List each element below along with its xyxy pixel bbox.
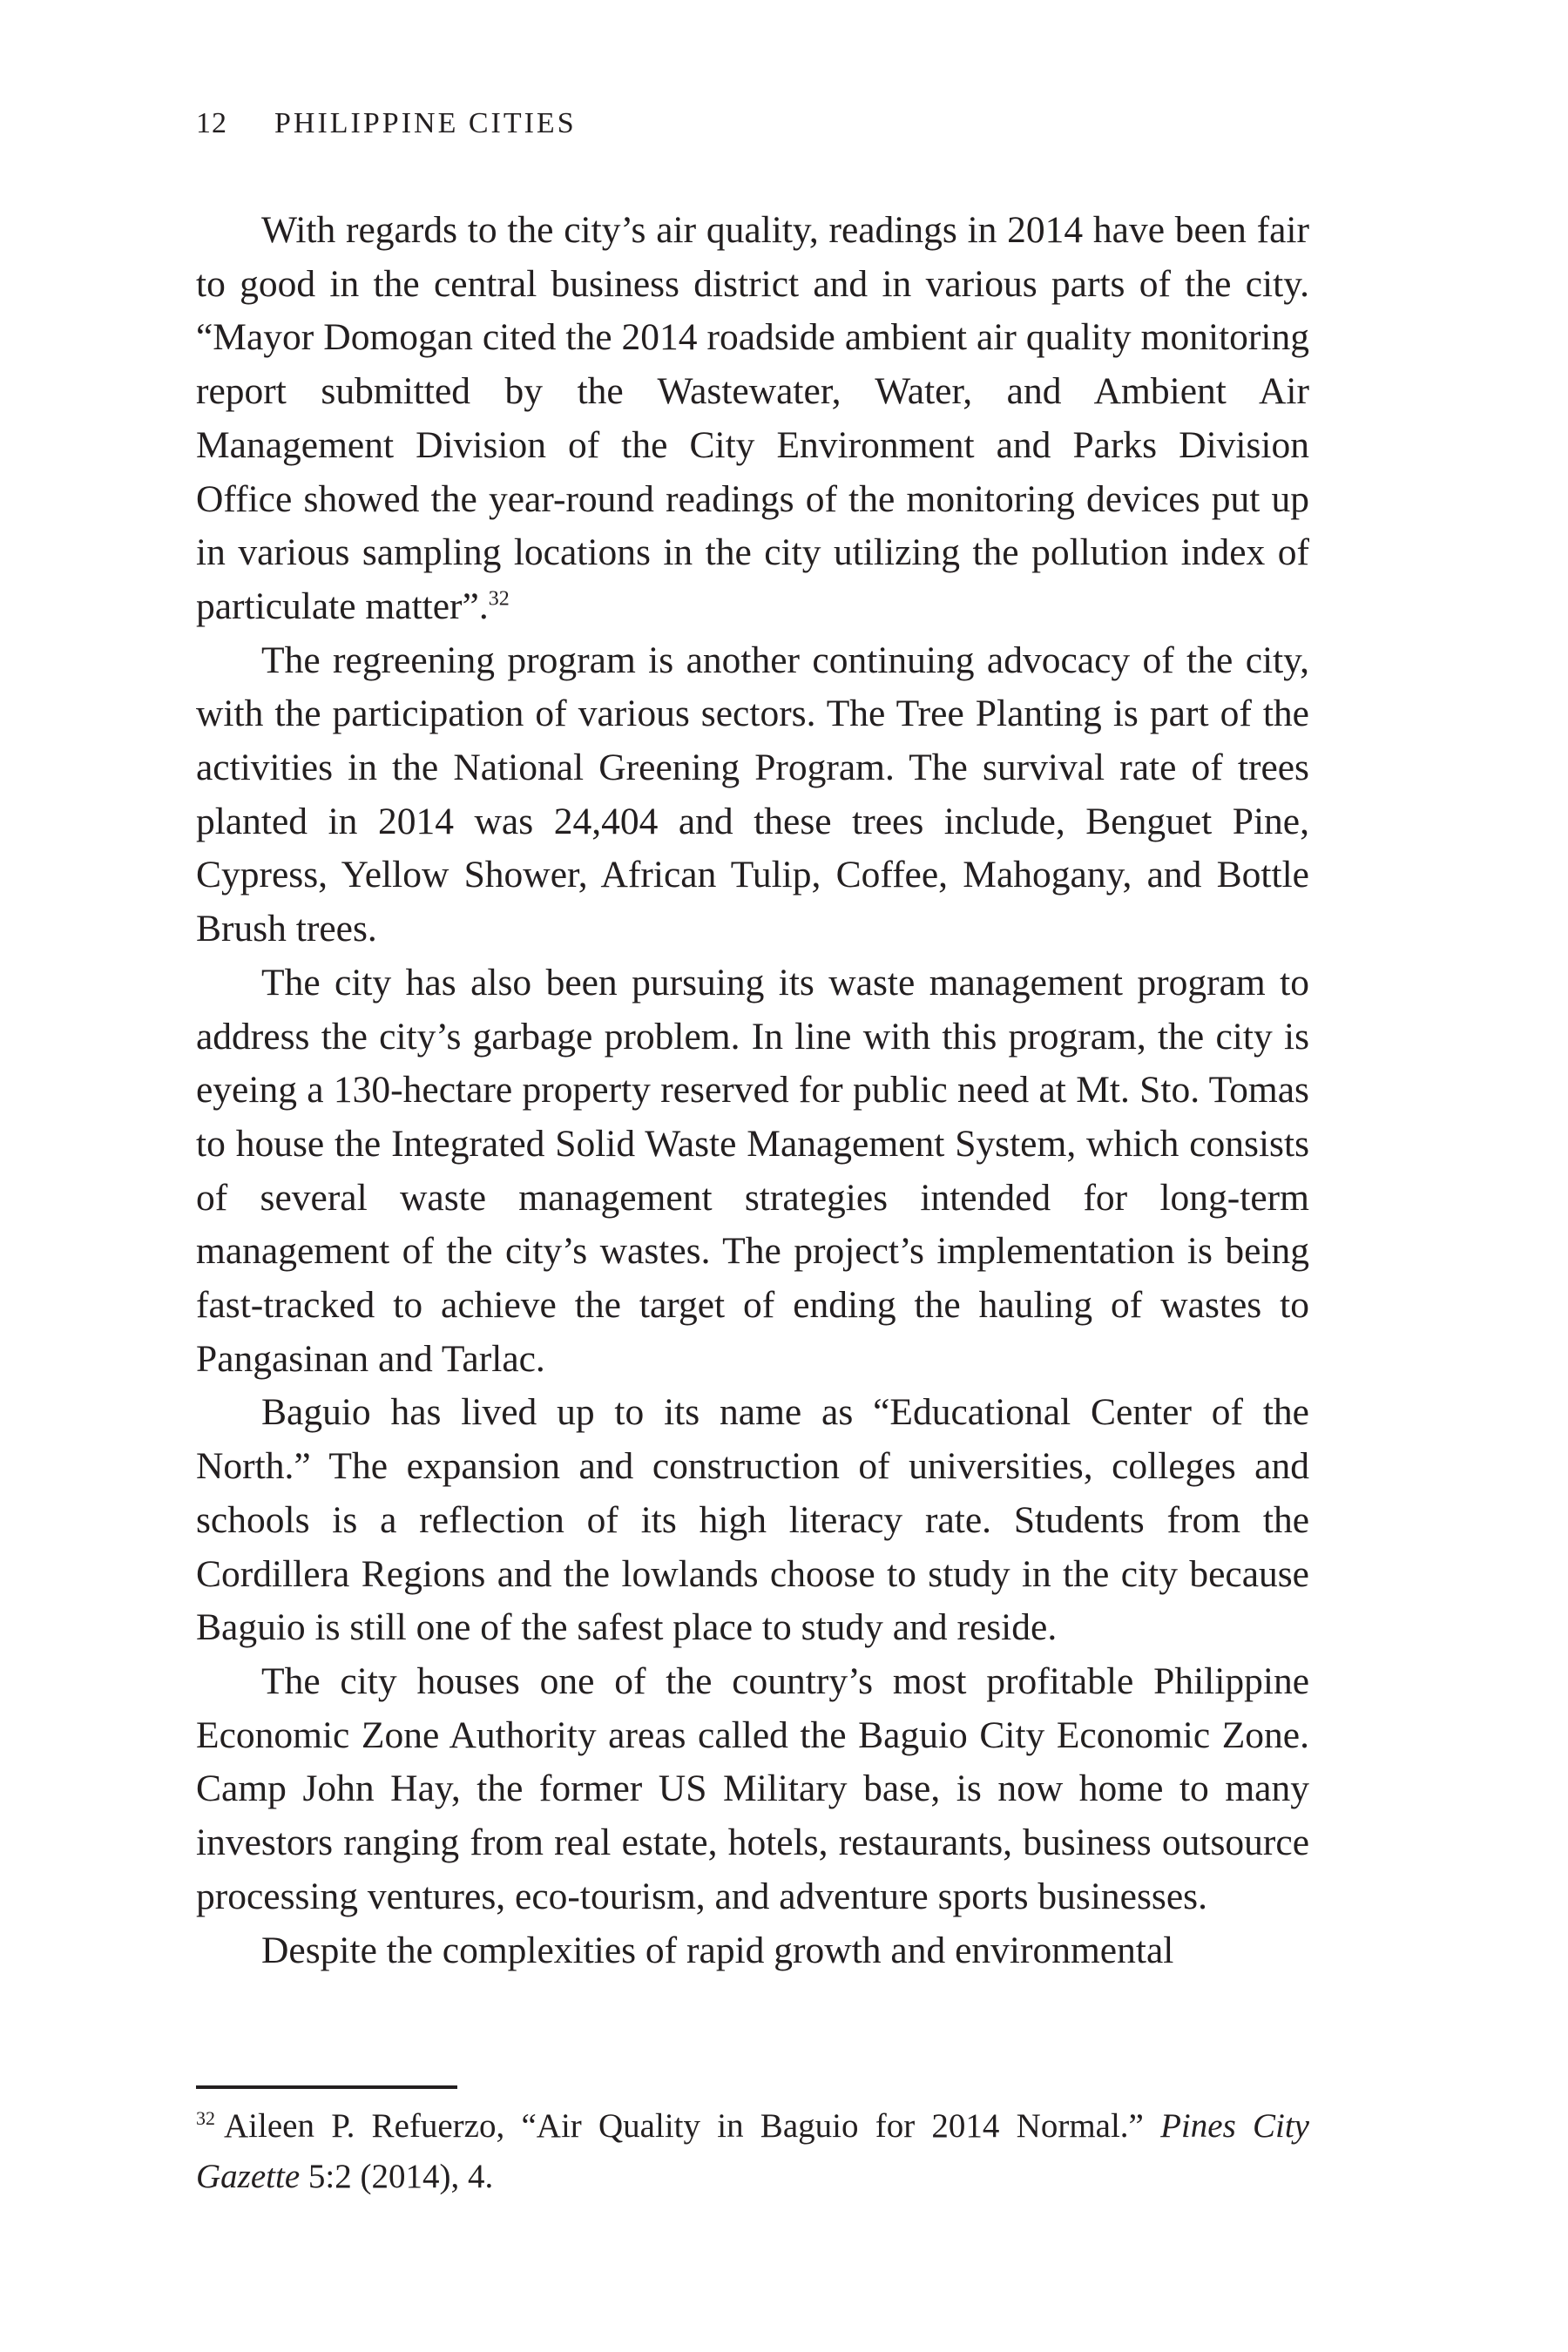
paragraph-despite: Despite the complexities of rapid growth and environmental <box>261 1929 1174 1971</box>
running-header <box>196 106 577 141</box>
footnote-text-before: Aileen P. Refuerzo, “Air Quality in Baguio for 2014 Normal.” <box>224 2107 1161 2145</box>
page-number: 12 <box>196 107 227 139</box>
footnote-number: 32 <box>196 2107 215 2129</box>
footnote-text-after: 5:2 (2014), 4. <box>300 2158 494 2195</box>
paragraph-education: Baguio has lived up to its name as “Educational Center of the North.” The expansion and construction of universities, colleges and schools is a reflection of its high literacy rate. Students from the Cordillera Regions and the lowlands choose to study in the city because Baguio is still one of the safest place to study and reside. <box>196 1391 1309 1649</box>
paragraph-text: With regards to the city’s air quality, readings in 2014 have been fair to good in the central business district and in various parts of the city. “Mayor Domogan cited the 2014 roadside ambient air quality monitoring report submitted by the Wastewater, Water, and Ambient Air Management Division of the City Environment and Parks Division Office showed the year-round readings of the monitoring devices put up in various sampling locations in the city utilizing the pollution index of particulate matter”. <box>196 209 1309 627</box>
book-page <box>196 0 1309 2352</box>
footnote-divider <box>196 2085 457 2089</box>
running-title: PHILIPPINE CITIES <box>274 107 577 139</box>
footnote-reference[interactable]: 32 <box>488 587 510 611</box>
body-text <box>196 204 1309 1977</box>
footnote-source-title: Pines City Gazette <box>196 2107 1309 2195</box>
paragraph-regreening: The regreening program is another continuing advocacy of the city, with the participation of various sectors. The Tree Planting is part of the activities in the National Greening Program. The survival rate of trees planted in 2014 was 24,404 and these trees include, Benguet Pine, Cypress, Yellow Shower, African Tulip, Coffee, Mahogany, and Bottle Brush trees. <box>196 639 1309 950</box>
paragraph-air-quality <box>196 204 1309 634</box>
footnote <box>196 2101 1309 2202</box>
paragraph-waste-management: The city has also been pursuing its waste management program to address the city’s garbage problem. In line with this program, the city is eyeing a 130-hectare property reserved for public need at Mt. Sto. Tomas to house the Integrated Solid Waste Management System, which consists of several waste management strategies intended for long-term management of the city’s wastes. The project’s implementation is being fast-tracked to achieve the target of ending the hauling of wastes to Pangasinan and Tarlac. <box>196 961 1309 1380</box>
paragraph-economic-zone: The city houses one of the country’s most profitable Philippine Economic Zone Authority areas called the Baguio City Economic Zone. Camp John Hay, the former US Military base, is now home to many investors ranging from real estate, hotels, restaurants, business outsource processing ventures, eco-tourism, and adventure sports businesses. <box>196 1659 1309 1917</box>
